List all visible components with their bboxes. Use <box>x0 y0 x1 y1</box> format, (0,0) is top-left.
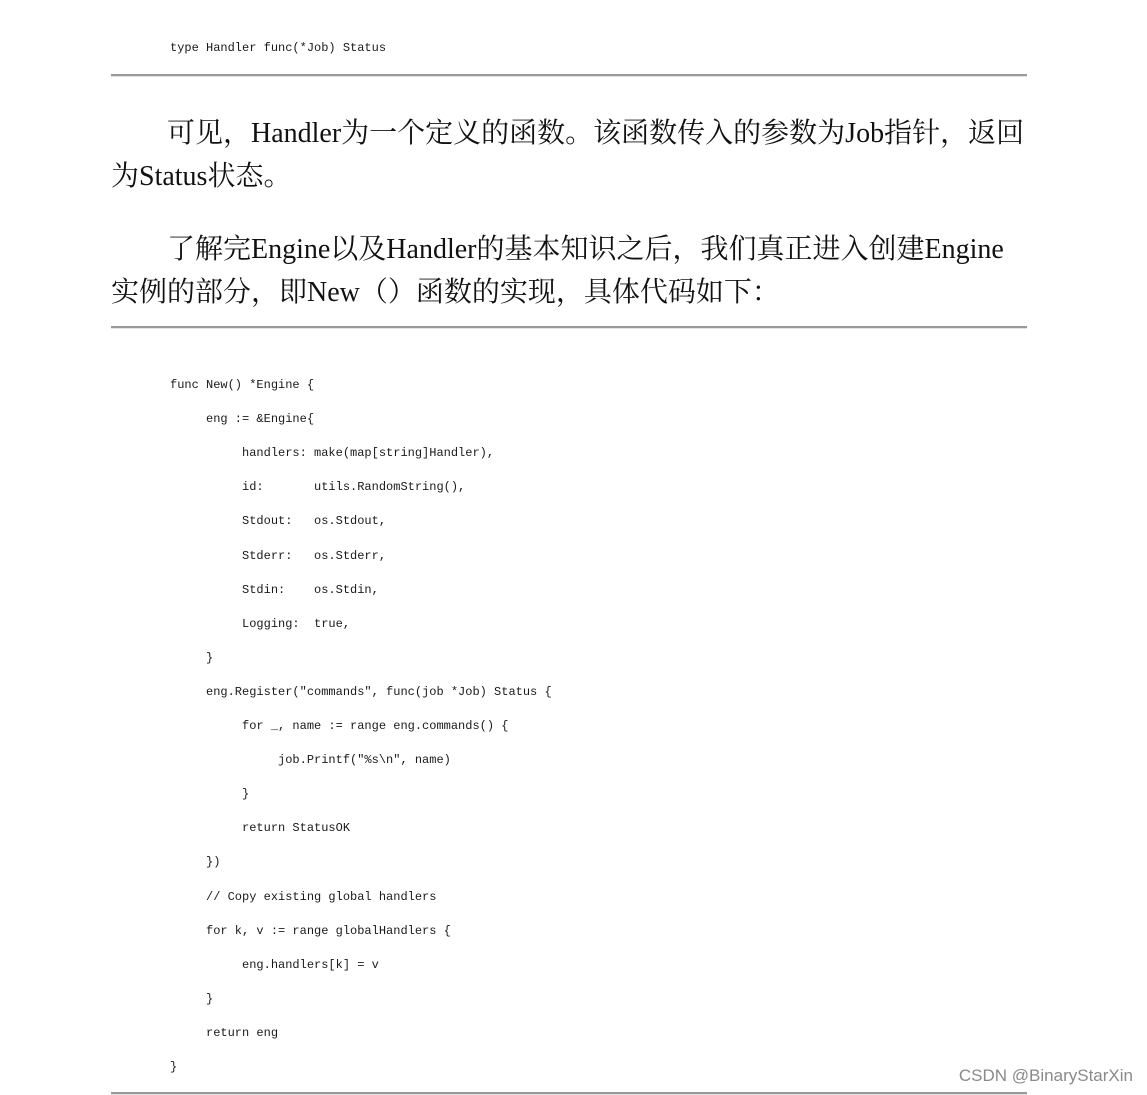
code-line: } <box>170 787 250 802</box>
code-line: Logging: true, <box>170 616 351 631</box>
code-line-top: type Handler func(*Job) Status <box>170 41 387 55</box>
watermark: CSDN @BinaryStarXin <box>958 1066 1133 1085</box>
code-line: eng.handlers[k] = v <box>170 957 379 972</box>
paragraph-handler-desc: 可见，Handler为一个定义的函数。该函数传入的参数为Job指针，返回为Status状态。 <box>111 118 1025 192</box>
divider-middle <box>111 326 1027 329</box>
code-line: }) <box>170 855 221 870</box>
paragraph-engine-intro: 了解完Engine以及Handler的基本知识之后，我们真正进入创建Engine实例的部分，即New（）函数的实现，具体代码如下： <box>111 234 1004 308</box>
code-line: Stdout: os.Stdout, <box>170 514 387 529</box>
code-line: job.Printf("%s\n", name) <box>170 753 451 768</box>
code-line: for k, v := range globalHandlers { <box>170 923 451 938</box>
code-line: } <box>170 1060 178 1074</box>
code-line: Stdin: os.Stdin, <box>170 582 379 597</box>
code-line: } <box>170 991 214 1006</box>
code-line: func New() *Engine { <box>170 378 315 392</box>
code-line: } <box>170 650 214 665</box>
code-line: id: utils.RandomString(), <box>170 480 466 495</box>
code-line: // Copy existing global handlers <box>170 889 437 904</box>
code-line: return eng <box>170 1025 279 1040</box>
code-line: return StatusOK <box>170 821 351 836</box>
code-line: handlers: make(map[string]Handler), <box>170 446 495 461</box>
code-line: for _, name := range eng.commands() { <box>170 719 509 733</box>
code-line: eng := &Engine{ <box>170 412 315 427</box>
code-line: eng.Register("commands", func(job *Job) Status { <box>170 684 552 699</box>
divider-top <box>111 74 1027 77</box>
code-line: Stderr: os.Stderr, <box>170 548 387 563</box>
